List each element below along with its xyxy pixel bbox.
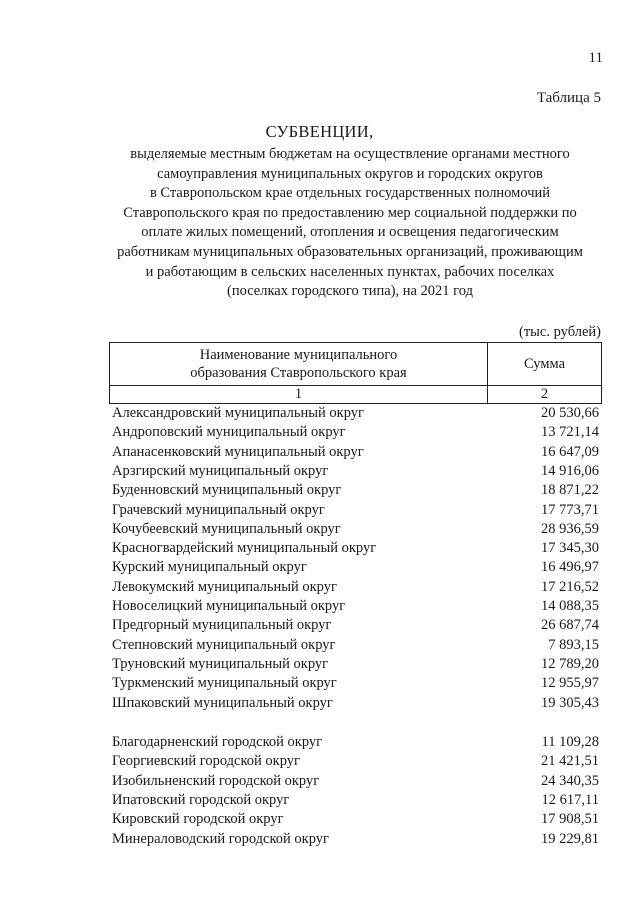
district-name: Кочубеевский муниципальный округ (112, 520, 341, 537)
district-sum: 17 908,51 (541, 811, 599, 828)
district-name: Степновский муниципальный округ (112, 636, 336, 653)
district-sum: 7 893,15 (548, 636, 599, 653)
municipal-district-row (112, 539, 599, 558)
district-name: Труновский муниципальный округ (112, 655, 329, 672)
district-name: Туркменский муниципальный округ (112, 675, 337, 692)
district-sum: 26 687,74 (541, 617, 599, 634)
city-district-row (112, 791, 599, 810)
district-sum: 14 916,06 (541, 462, 599, 479)
municipal-district-row (112, 616, 599, 635)
municipal-district-row (112, 597, 599, 616)
district-name: Ипатовский городской округ (112, 791, 290, 808)
municipal-district-row (112, 443, 599, 462)
city-district-row (112, 830, 599, 849)
district-sum: 12 789,20 (541, 655, 599, 672)
municipal-district-row (112, 578, 599, 597)
document-subtitle (100, 145, 600, 302)
district-sum: 19 305,43 (541, 694, 599, 711)
municipal-district-row (112, 655, 599, 674)
district-sum: 11 109,28 (541, 734, 599, 750)
column-header-name-line: образования Ставропольского края (190, 365, 407, 381)
district-sum: 14 088,35 (541, 598, 599, 614)
subtitle-line: и работающим в сельских населенных пунктах, рабочих поселках (145, 263, 555, 280)
district-name: Новоселицкий муниципальный округ (112, 598, 346, 614)
district-name: Грачевский муниципальный округ (112, 501, 325, 518)
district-sum: 19 229,81 (541, 830, 599, 847)
municipal-district-row (112, 636, 599, 655)
subtitle-line: самоуправления муниципальных округов и городских округов (157, 165, 543, 182)
district-sum: 17 345,30 (541, 540, 599, 557)
district-name: Левокумский муниципальный округ (112, 578, 337, 595)
district-name: Андроповский муниципальный округ (112, 424, 346, 441)
subtitle-line: Ставропольского края по предоставлению мер социальной поддержки по (123, 204, 577, 221)
district-name: Александровский муниципальный округ (112, 405, 364, 421)
district-sum: 28 936,59 (541, 520, 599, 537)
units-label: (тыс. рублей) (519, 324, 601, 340)
municipal-district-row (112, 694, 599, 713)
district-sum: 21 421,51 (541, 753, 599, 770)
district-sum: 12 617,11 (541, 791, 599, 808)
subtitle-line: в Ставропольском крае отдельных государственных полномочий (149, 185, 551, 202)
district-name: Красногвардейский муниципальный округ (112, 540, 377, 557)
municipal-district-row (112, 423, 599, 442)
district-sum: 16 647,09 (541, 443, 599, 460)
municipal-district-row (112, 558, 599, 577)
district-name: Арзгирский муниципальный округ (112, 462, 329, 479)
page-number: 11 (588, 50, 603, 66)
district-name: Курский муниципальный округ (112, 559, 307, 576)
subtitle-line: (поселках городского типа), на 2021 год (227, 283, 473, 300)
municipal-district-row (112, 674, 599, 693)
district-name: Шпаковский муниципальный округ (112, 694, 333, 711)
district-sum: 16 496,97 (541, 559, 599, 576)
document-title: СУБВЕНЦИИ, (265, 122, 374, 141)
district-name: Изобильненский городской округ (112, 772, 320, 789)
district-sum: 18 871,22 (541, 482, 599, 499)
column-header-sum: Сумма (488, 343, 602, 386)
subtitle-line: выделяемые местным бюджетам на осуществление органами местного (130, 146, 570, 162)
district-sum: 24 340,35 (541, 772, 599, 789)
district-name: Минераловодский городской округ (112, 830, 329, 847)
municipal-district-row (112, 481, 599, 500)
district-sum: 13 721,14 (541, 424, 599, 441)
table-header (109, 342, 602, 404)
column-number-1: 1 (110, 386, 488, 404)
district-sum: 17 773,71 (541, 501, 599, 518)
column-header-name-line: Наименование муниципального (199, 347, 398, 363)
district-name: Предгорный муниципальный округ (112, 617, 332, 634)
municipal-district-row (112, 520, 599, 539)
city-district-row (112, 733, 599, 752)
district-name: Благодарненский городской округ (112, 734, 323, 750)
column-header-name (110, 343, 488, 386)
municipal-district-row (112, 501, 599, 520)
district-name: Апанасенковский муниципальный округ (112, 443, 364, 460)
table-label: Таблица 5 (536, 90, 601, 106)
column-number-2: 2 (488, 386, 602, 404)
district-sum: 17 216,52 (541, 578, 599, 595)
municipal-district-row (112, 404, 599, 423)
subtitle-line: оплате жилых помещений, отопления и освещения педагогическим (141, 224, 559, 241)
district-name: Кировский городской округ (112, 811, 284, 828)
city-district-row (112, 772, 599, 791)
district-sum: 12 955,97 (541, 675, 599, 692)
district-sum: 20 530,66 (541, 405, 599, 421)
city-district-row (112, 810, 599, 829)
district-name: Буденновский муниципальный округ (112, 482, 342, 499)
district-name: Георгиевский городской округ (112, 753, 300, 770)
city-district-row (112, 752, 599, 771)
subtitle-line: работникам муниципальных образовательных организаций, проживающим (117, 243, 583, 260)
municipal-district-row (112, 462, 599, 481)
